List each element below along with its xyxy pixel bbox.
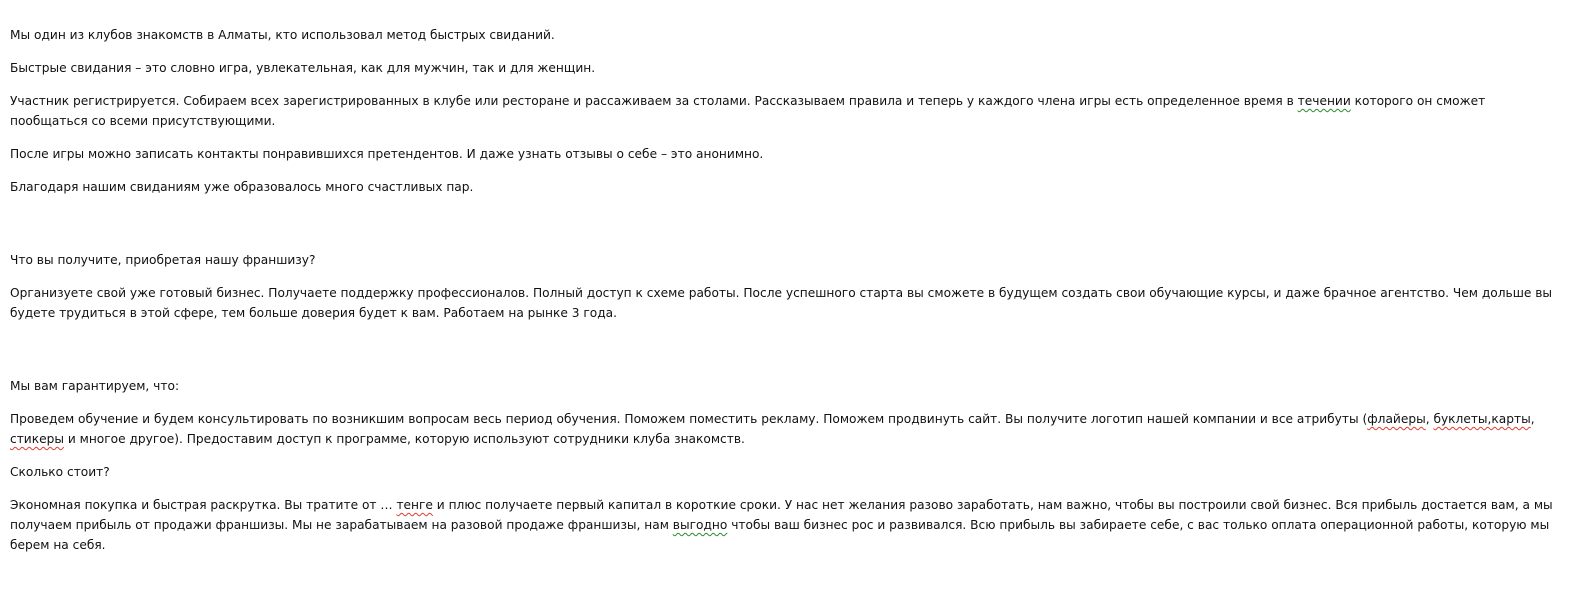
text-run: и многое другое). Предоставим доступ к программе, которую используют сотрудники клуба знакомств. [63, 432, 745, 446]
heading-guarantee: Мы вам гарантируем, что: [10, 379, 180, 393]
empty-line [10, 336, 1558, 376]
paragraph-intro: Мы один из клубов знакомств в Алматы, кто использовал метод быстрых свиданий. [10, 28, 555, 42]
paragraph-guarantee [10, 409, 1558, 449]
text-run: , [1530, 412, 1535, 426]
paragraph-speed-dating: Быстрые свидания – это словно игра, увлекательная, как для мужчин, так и для женщин. [10, 61, 596, 75]
text-run: , [1425, 412, 1434, 426]
spelling-flagged-word[interactable]: тенге [396, 498, 433, 512]
spelling-flagged-word[interactable]: стикеры [10, 432, 64, 446]
paragraph-price [10, 495, 1558, 555]
grammar-flagged-word[interactable]: выгодно [672, 518, 728, 532]
text-run: чтобы ваш бизнес рос и развивался. Всю прибыль вы забираете себе, с вас только оплата операционной работы, которую мы берем на себя. [10, 518, 1550, 552]
paragraph-benefits: Организуете свой уже готовый бизнес. Получаете поддержку профессионалов. Полный доступ к схеме работы. После успешного старта вы сможете в будущем создать свои обучающие курсы, и даже брачное агентство. Чем дольше вы будете трудиться в этой сфере, тем больше доверия будет к вам. Работаем на рынке 3 года. [10, 286, 1553, 320]
spelling-flagged-word[interactable]: флайеры [1367, 412, 1426, 426]
paragraph-after-game: После игры можно записать контакты понравившихся претендентов. И даже узнать отзывы о себе – это анонимно. [10, 147, 764, 161]
text-run: Экономная покупка и быстрая раскрутка. Вы тратите от … [10, 498, 397, 512]
text-run: Участник регистрируется. Собираем всех зарегистрированных в клубе или ресторане и рассаживаем за столами. Рассказываем правила и теперь у каждого члена игры есть определенное время в [10, 94, 1298, 108]
grammar-flagged-word[interactable]: течении [1297, 94, 1351, 108]
empty-line [10, 210, 1558, 250]
spelling-flagged-word[interactable]: буклеты,карты [1433, 412, 1531, 426]
text-run: и плюс получаете первый капитал в короткие сроки. У нас нет желания разово заработать, нам важно, чтобы вы построили свой бизнес. Вся прибыль достается вам, а мы получаем прибыль от продажи франшизы. Мы не зарабатываем на разовой продаже франшизы, нам [10, 498, 1553, 532]
text-run: которого он сможет пообщаться со всеми присутствующими. [10, 94, 1486, 128]
paragraph-process [10, 91, 1558, 131]
heading-price: Сколько стоит? [10, 465, 110, 479]
document-body[interactable] [10, 25, 1558, 568]
text-run: Проведем обучение и будем консультировать по возникшим вопросам весь период обучения. Поможем поместить рекламу. Поможем продвинуть сайт. Вы получите логотип нашей компании и все атрибуты ( [10, 412, 1368, 426]
paragraph-happy-couples: Благодаря нашим свиданиям уже образовалось много счастливых пар. [10, 180, 474, 194]
heading-what-you-get: Что вы получите, приобретая нашу франшизу? [10, 253, 316, 267]
